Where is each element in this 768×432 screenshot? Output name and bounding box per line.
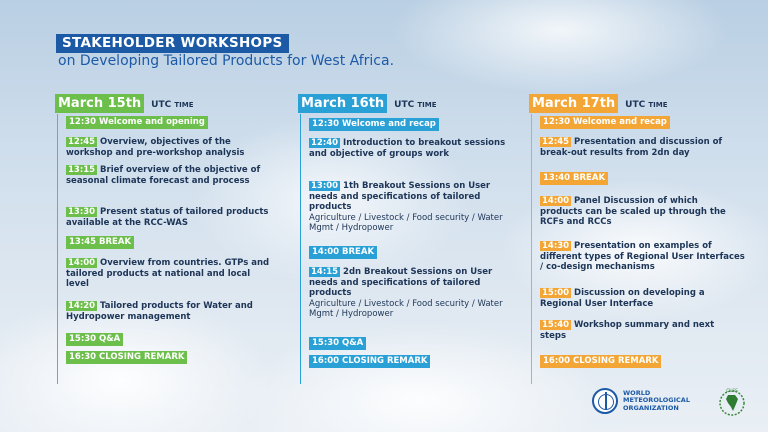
agenda-item: 16:00 CLOSING REMARK: [309, 355, 430, 368]
svg-text:CILSS: CILSS: [726, 388, 738, 393]
agenda-item: 16:00 CLOSING REMARK: [540, 355, 661, 368]
agenda-item: 13:30 Present status of tailored products available at the RCC-WAS: [66, 207, 269, 228]
agenda-item: 12:45 Overview, objectives of the workshop and pre-workshop analysis: [66, 137, 245, 158]
agenda-item: 12:30 Welcome and opening: [66, 116, 208, 129]
agenda-item: 13:15 Brief overview of the objective of seasonal climate forecast and process: [66, 165, 261, 186]
agenda-item: 14:30 Presentation on examples of different types of Regional User Interfaces / co-design mechanisms: [540, 241, 745, 272]
day-column-march-16: [298, 94, 513, 384]
agenda-item: 12:30 Welcome and recap: [540, 116, 670, 129]
agenda-item: 14:15 2dn Breakout Sessions on User needs and specifications of tailored products Agriculture / Livestock / Food security / Water Mgmt / Hydropower: [309, 267, 503, 319]
wmo-logo: [592, 388, 690, 414]
agenda-item: 13:45 BREAK: [66, 236, 134, 249]
agenda-item: 13:40 BREAK: [540, 172, 608, 185]
page-title: STAKEHOLDER WORKSHOPS: [56, 34, 289, 53]
cilss-logo-icon: [716, 386, 748, 418]
agenda-item: 14:00 Overview from countries. GTPs and tailored products at national and local level: [66, 258, 270, 289]
day-header: [298, 94, 513, 114]
wmo-emblem-icon: [592, 388, 618, 414]
agenda-list: [300, 114, 513, 384]
agenda-list: [531, 114, 744, 384]
page-subtitle: on Developing Tailored Products for West Africa.: [58, 53, 395, 69]
day-label: March 16th: [298, 94, 387, 113]
utc-label: UTC TIME: [151, 100, 194, 110]
agenda-item: 14:20 Tailored products for Water and Hydropower management: [66, 301, 253, 322]
day-header: [55, 94, 280, 114]
agenda-item: 14:00 Panel Discussion of which products can be scaled up through the RCFs and RCCs: [540, 196, 726, 227]
day-label: March 15th: [55, 94, 144, 113]
agenda-item: 12:30 Welcome and recap: [309, 118, 439, 131]
agenda-item: 12:40 Introduction to breakout sessions and objective of groups work: [309, 138, 506, 159]
wmo-wordmark: WORLD METEOROLOGICAL ORGANIZATION: [623, 388, 690, 412]
day-label: March 17th: [529, 94, 618, 113]
agenda-item: 15:30 Q&A: [309, 337, 366, 350]
agenda-item: 12:45 Presentation and discussion of break-out results from 2dn day: [540, 137, 723, 158]
day-column-march-15: [55, 94, 280, 384]
utc-label: UTC TIME: [394, 100, 437, 110]
agenda-item: 15:40 Workshop summary and next steps: [540, 320, 715, 341]
agenda-item: 15:30 Q&A: [66, 333, 123, 346]
utc-label: UTC TIME: [625, 100, 668, 110]
agenda-item: 16:30 CLOSING REMARK: [66, 351, 187, 364]
day-column-march-17: [529, 94, 744, 384]
day-header: [529, 94, 744, 114]
agenda-item: 13:00 1th Breakout Sessions on User needs and specifications of tailored products Agriculture / Livestock / Food security / Water Mgmt / Hydropower: [309, 181, 503, 233]
agenda-item: 15:00 Discussion on developing a Regional User Interface: [540, 288, 705, 309]
agenda-list: [57, 114, 280, 384]
agenda-item: 14:00 BREAK: [309, 246, 377, 259]
